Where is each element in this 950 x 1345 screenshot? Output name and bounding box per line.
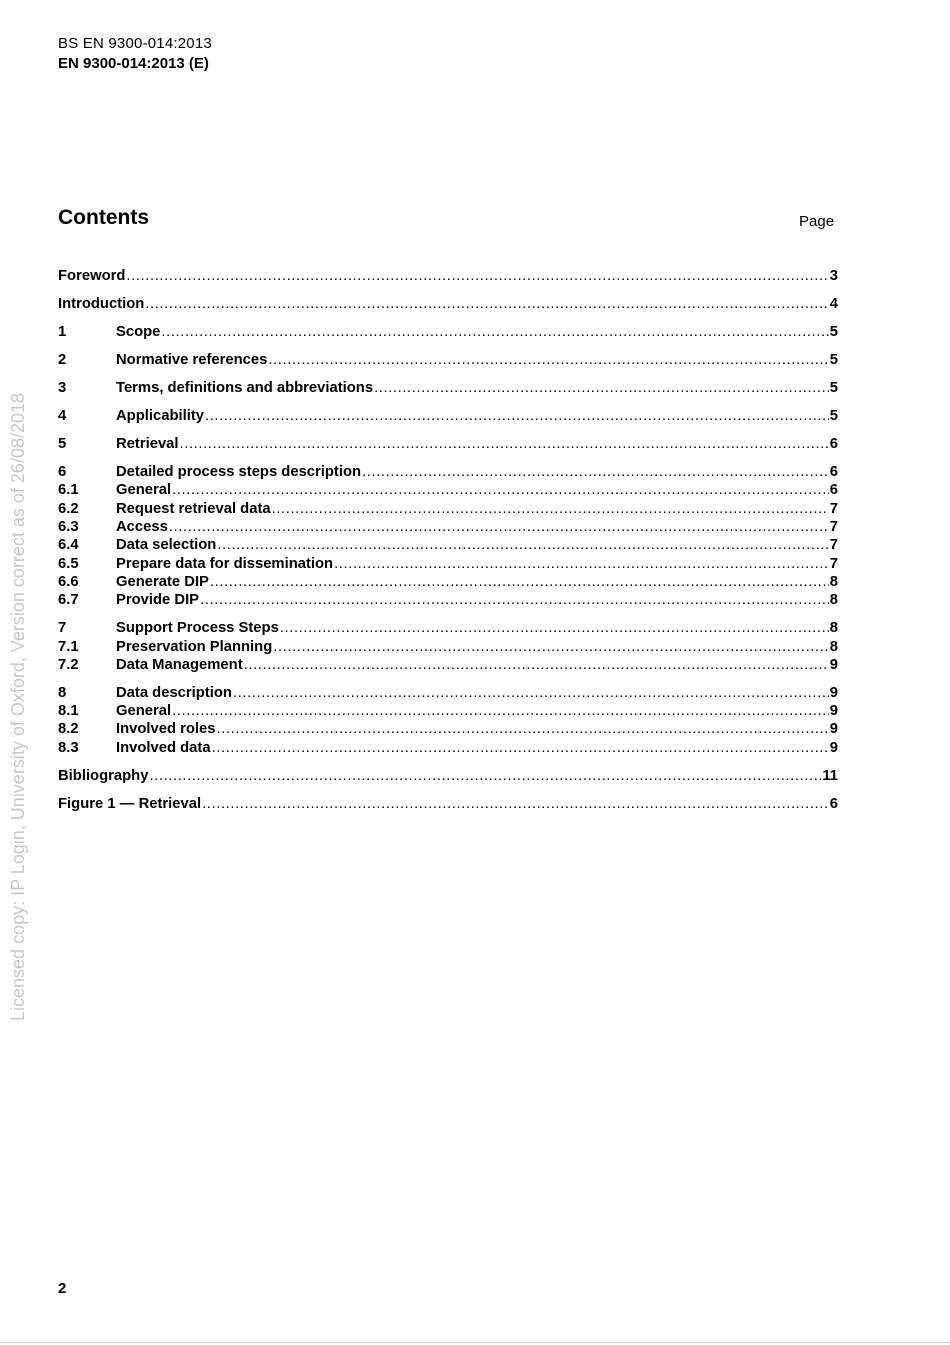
toc-entry-page: 7 [829, 555, 838, 572]
toc-entry-page: 7 [829, 500, 838, 517]
page-bottom-divider [0, 1342, 950, 1343]
toc-entry-number: 7.1 [58, 638, 79, 655]
toc-entry-number: 7.2 [58, 656, 79, 673]
toc-entry-title[interactable]: Involved data [116, 739, 211, 756]
toc-entry-title[interactable]: Data selection [116, 537, 217, 554]
dot-leader [169, 518, 829, 536]
dot-leader [273, 638, 829, 656]
dot-leader [126, 267, 828, 285]
dot-leader [244, 656, 829, 674]
toc-entry-number: 6.2 [58, 500, 79, 517]
toc-entry[interactable] [58, 637, 838, 655]
toc-entry-title[interactable]: Retrieval [116, 436, 179, 453]
toc-entry-number: 6 [58, 464, 67, 481]
standard-reference: BS EN 9300-014:2013 [58, 35, 212, 52]
toc-entry[interactable] [58, 463, 838, 481]
toc-entry[interactable] [58, 656, 838, 674]
toc-entry[interactable] [58, 738, 838, 756]
toc-entry-page: 4 [829, 296, 838, 313]
toc-entry[interactable] [58, 684, 838, 702]
dot-leader [145, 295, 828, 313]
toc-entry[interactable] [58, 573, 838, 591]
toc-entry[interactable] [58, 379, 838, 397]
toc-entry-page: 8 [829, 620, 838, 637]
toc-entry-title[interactable]: General [116, 482, 172, 499]
toc-entry-number: 6.3 [58, 519, 79, 536]
dot-leader [149, 767, 821, 785]
toc-entry-number: 2 [58, 352, 67, 369]
toc-entry-number: 4 [58, 408, 67, 425]
dot-leader [268, 351, 828, 369]
toc-entry-title[interactable]: Involved roles [116, 721, 216, 738]
toc-entry-page: 6 [829, 482, 838, 499]
toc-entry-title[interactable]: Prepare data for dissemination [116, 555, 334, 572]
toc-entry-number: 6.6 [58, 573, 79, 590]
toc-entry-number: 1 [58, 324, 67, 341]
toc-entry-page: 9 [829, 684, 838, 701]
dot-leader [233, 684, 829, 702]
toc-entry-title[interactable]: Introduction [58, 296, 145, 313]
toc-entry[interactable] [58, 435, 838, 453]
toc-entry-page: 6 [829, 436, 838, 453]
toc-entry[interactable] [58, 536, 838, 554]
toc-entry[interactable] [58, 499, 838, 517]
toc-entry-page: 8 [829, 638, 838, 655]
toc-entry-title[interactable]: Generate DIP [116, 573, 209, 590]
toc-entry-title[interactable]: Terms, definitions and abbreviations [116, 380, 374, 397]
toc-entry-page: 6 [829, 464, 838, 481]
standard-reference-european: EN 9300-014:2013 (E) [58, 55, 209, 72]
table-of-contents [58, 267, 838, 813]
dot-leader [200, 591, 829, 609]
toc-entry-page: 8 [829, 592, 838, 609]
toc-entry[interactable] [58, 619, 838, 637]
dot-leader [362, 463, 829, 481]
dot-leader [334, 555, 829, 573]
toc-entry-title[interactable]: Request retrieval data [116, 500, 271, 517]
toc-entry-title[interactable]: General [116, 703, 172, 720]
dot-leader [180, 435, 829, 453]
toc-entry-title[interactable]: Support Process Steps [116, 620, 279, 637]
toc-entry-page: 5 [829, 408, 838, 425]
dot-leader [202, 795, 829, 813]
toc-entry-title[interactable]: Bibliography [58, 767, 149, 784]
toc-entry-title[interactable]: Normative references [116, 352, 268, 369]
dot-leader [212, 739, 829, 757]
toc-entry-number: 8 [58, 684, 67, 701]
toc-entry-title[interactable]: Applicability [116, 408, 204, 425]
dot-leader [280, 619, 829, 637]
page-title: Contents [58, 206, 149, 229]
toc-entry-title[interactable]: Access [116, 519, 168, 536]
dot-leader [210, 573, 829, 591]
dot-leader [217, 720, 829, 738]
dot-leader [272, 500, 829, 518]
toc-entry[interactable] [58, 295, 838, 313]
toc-entry-page: 5 [829, 352, 838, 369]
toc-entry-title[interactable]: Provide DIP [116, 592, 200, 609]
toc-entry-page: 11 [822, 767, 838, 784]
toc-entry-number: 3 [58, 380, 67, 397]
toc-entry-title[interactable]: Foreword [58, 268, 126, 285]
toc-entry-title[interactable]: Figure 1 — Retrieval [58, 795, 202, 812]
toc-entry[interactable] [58, 766, 838, 784]
toc-entry[interactable] [58, 591, 838, 609]
toc-entry-page: 9 [829, 721, 838, 738]
toc-entry-title[interactable]: Data Management [116, 656, 243, 673]
dot-leader [161, 323, 828, 341]
toc-entry[interactable] [58, 407, 838, 425]
dot-leader [217, 536, 828, 554]
toc-entry[interactable] [58, 323, 838, 341]
page-column-label: Page [799, 213, 835, 230]
toc-entry-number: 6.5 [58, 555, 79, 572]
toc-entry-title[interactable]: Scope [116, 324, 161, 341]
toc-entry-page: 7 [829, 537, 838, 554]
toc-entry-number: 6.1 [58, 482, 79, 499]
dot-leader [205, 407, 829, 425]
toc-entry-page: 9 [829, 739, 838, 756]
toc-entry-number: 8.3 [58, 739, 79, 756]
toc-entry-page: 8 [829, 573, 838, 590]
toc-entry[interactable] [58, 267, 838, 285]
toc-entry-number: 8.1 [58, 703, 79, 720]
dot-leader [172, 702, 829, 720]
toc-entry-page: 6 [829, 795, 838, 812]
toc-entry-number: 8.2 [58, 721, 79, 738]
page-number: 2 [58, 1280, 67, 1297]
toc-entry[interactable] [58, 351, 838, 369]
toc-entry-number: 7 [58, 620, 67, 637]
toc-entry-page: 5 [829, 380, 838, 397]
toc-entry-page: 3 [829, 268, 838, 285]
license-watermark: Licensed copy: IP Login, University of Oxford, Version correct as of 26/08/2018 [8, 392, 28, 1021]
toc-entry[interactable] [58, 794, 838, 812]
toc-entry-number: 5 [58, 436, 67, 453]
toc-entry[interactable] [58, 720, 838, 738]
toc-entry-page: 9 [829, 703, 838, 720]
toc-entry-title[interactable]: Detailed process steps description [116, 464, 362, 481]
toc-entry-page: 7 [829, 519, 838, 536]
toc-entry[interactable] [58, 702, 838, 720]
toc-entry-title[interactable]: Preservation Planning [116, 638, 273, 655]
dot-leader [172, 481, 829, 499]
toc-entry-page: 5 [829, 324, 838, 341]
toc-entry[interactable] [58, 481, 838, 499]
toc-entry-number: 6.7 [58, 592, 79, 609]
toc-entry-title[interactable]: Data description [116, 684, 232, 701]
toc-entry[interactable] [58, 554, 838, 572]
toc-entry-number: 6.4 [58, 537, 79, 554]
toc-entry-page: 9 [829, 656, 838, 673]
dot-leader [374, 379, 829, 397]
toc-entry[interactable] [58, 518, 838, 536]
